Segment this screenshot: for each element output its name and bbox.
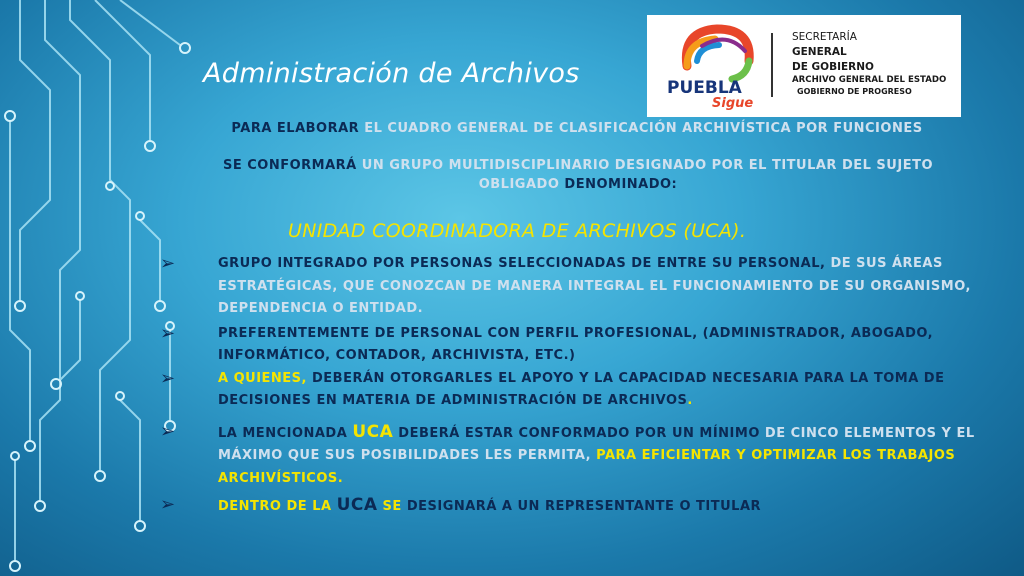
arrow-bullet-icon: ➢: [160, 253, 176, 274]
bullet-5-uca: UCA: [336, 495, 378, 515]
logo-line-5: GOBIERNO DE PROGRESO: [797, 87, 912, 96]
logo-brand-text: PUEBLA: [667, 78, 742, 98]
bullet-2-text: PREFERENTEMENTE DE PERSONAL CON PERFIL PROFESIONAL, (ADMINISTRADOR, ABOGADO, INFORMÁTICO, CONTADOR, ARCHIVISTA, ETC.): [218, 325, 934, 363]
bullet-4-text-a: LA MENCIONADA: [218, 425, 353, 441]
list-item: [160, 421, 980, 491]
intro-line-2-end: DENOMINADO:: [559, 177, 678, 192]
bullet-4-text-e: PARA EFICIENTAR Y OPTIMIZAR LOS TRABAJOS ARCHIVÍSTICOS.: [218, 448, 956, 486]
intro-line-2-lead: SE CONFORMARÁ: [222, 158, 357, 173]
logo-brand-subtext: Sigue: [712, 96, 754, 111]
intro-line-2: [183, 156, 973, 194]
list-item: [160, 368, 980, 413]
logo-divider: [771, 33, 773, 97]
bullet-3-text-a: A QUIENES,: [218, 370, 312, 386]
uca-heading: UNIDAD COORDINADORA DE ARCHIVOS (UCA).: [288, 220, 747, 242]
bullet-list: [160, 253, 980, 519]
arrow-bullet-icon: ➢: [160, 494, 176, 515]
bullet-3-text-c: .: [687, 393, 693, 408]
logo-line-2: GENERAL: [792, 46, 847, 58]
bullet-4-uca: UCA: [352, 421, 394, 442]
arrow-bullet-icon: ➢: [160, 420, 176, 442]
list-item: [160, 323, 980, 368]
logo-panel: [647, 15, 961, 117]
intro-line-1-rest: EL CUADRO GENERAL DE CLASIFICACIÓN ARCHIVÍSTICA POR FUNCIONES: [359, 121, 923, 136]
list-item: [160, 253, 980, 321]
puebla-logo-icon: [657, 21, 767, 111]
slide-title: Administración de Archivos: [203, 58, 580, 89]
bullet-5-text-a: DENTRO DE LA: [218, 499, 337, 514]
arrow-bullet-icon: ➢: [160, 322, 176, 344]
intro-line-1-lead: PARA ELABORAR: [231, 121, 360, 136]
logo-line-1: SECRETARÍA: [792, 31, 857, 43]
bullet-3-text-b: DEBERÁN OTORGARLES EL APOYO Y LA CAPACIDAD NECESARIA PARA LA TOMA DE DECISIONES EN MATERIA DE ADMINISTRACIÓN DE ARCHIVOS: [218, 370, 945, 408]
bullet-5-text-c: SE: [377, 499, 402, 514]
bullet-5-text-d: DESIGNARÁ A UN REPRESENTANTE O TITULAR: [401, 499, 762, 514]
bullet-1-text-b: DE SUS ÁREAS ESTRATÉGICAS, QUE CONOZCAN DE MANERA INTEGRAL EL FUNCIONAMIENTO DE SU ORGANISMO, DEPENDENCIA O ENTIDAD.: [218, 256, 971, 316]
bullet-4-text-c: DEBERÁ ESTAR CONFORMADO POR UN MÍNIMO: [393, 425, 760, 441]
bullet-4-text-d: DE CINCO ELEMENTOS Y EL MÁXIMO QUE SUS POSIBILIDADES LES PERMITA,: [218, 425, 975, 463]
logo-line-4: ARCHIVO GENERAL DEL ESTADO: [792, 75, 947, 85]
arrow-bullet-icon: ➢: [160, 367, 176, 389]
intro-line-2-middle: UN GRUPO MULTIDISCIPLINARIO DESIGNADO POR EL TITULAR DEL SUJETO OBLIGADO: [356, 158, 933, 192]
intro-line-1: [0, 121, 1024, 136]
logo-line-3: DE GOBIERNO: [792, 61, 874, 73]
bullet-1-text-a: GRUPO INTEGRADO POR PERSONAS SELECCIONADAS DE ENTRE SU PERSONAL,: [218, 256, 826, 271]
list-item: [160, 494, 980, 519]
